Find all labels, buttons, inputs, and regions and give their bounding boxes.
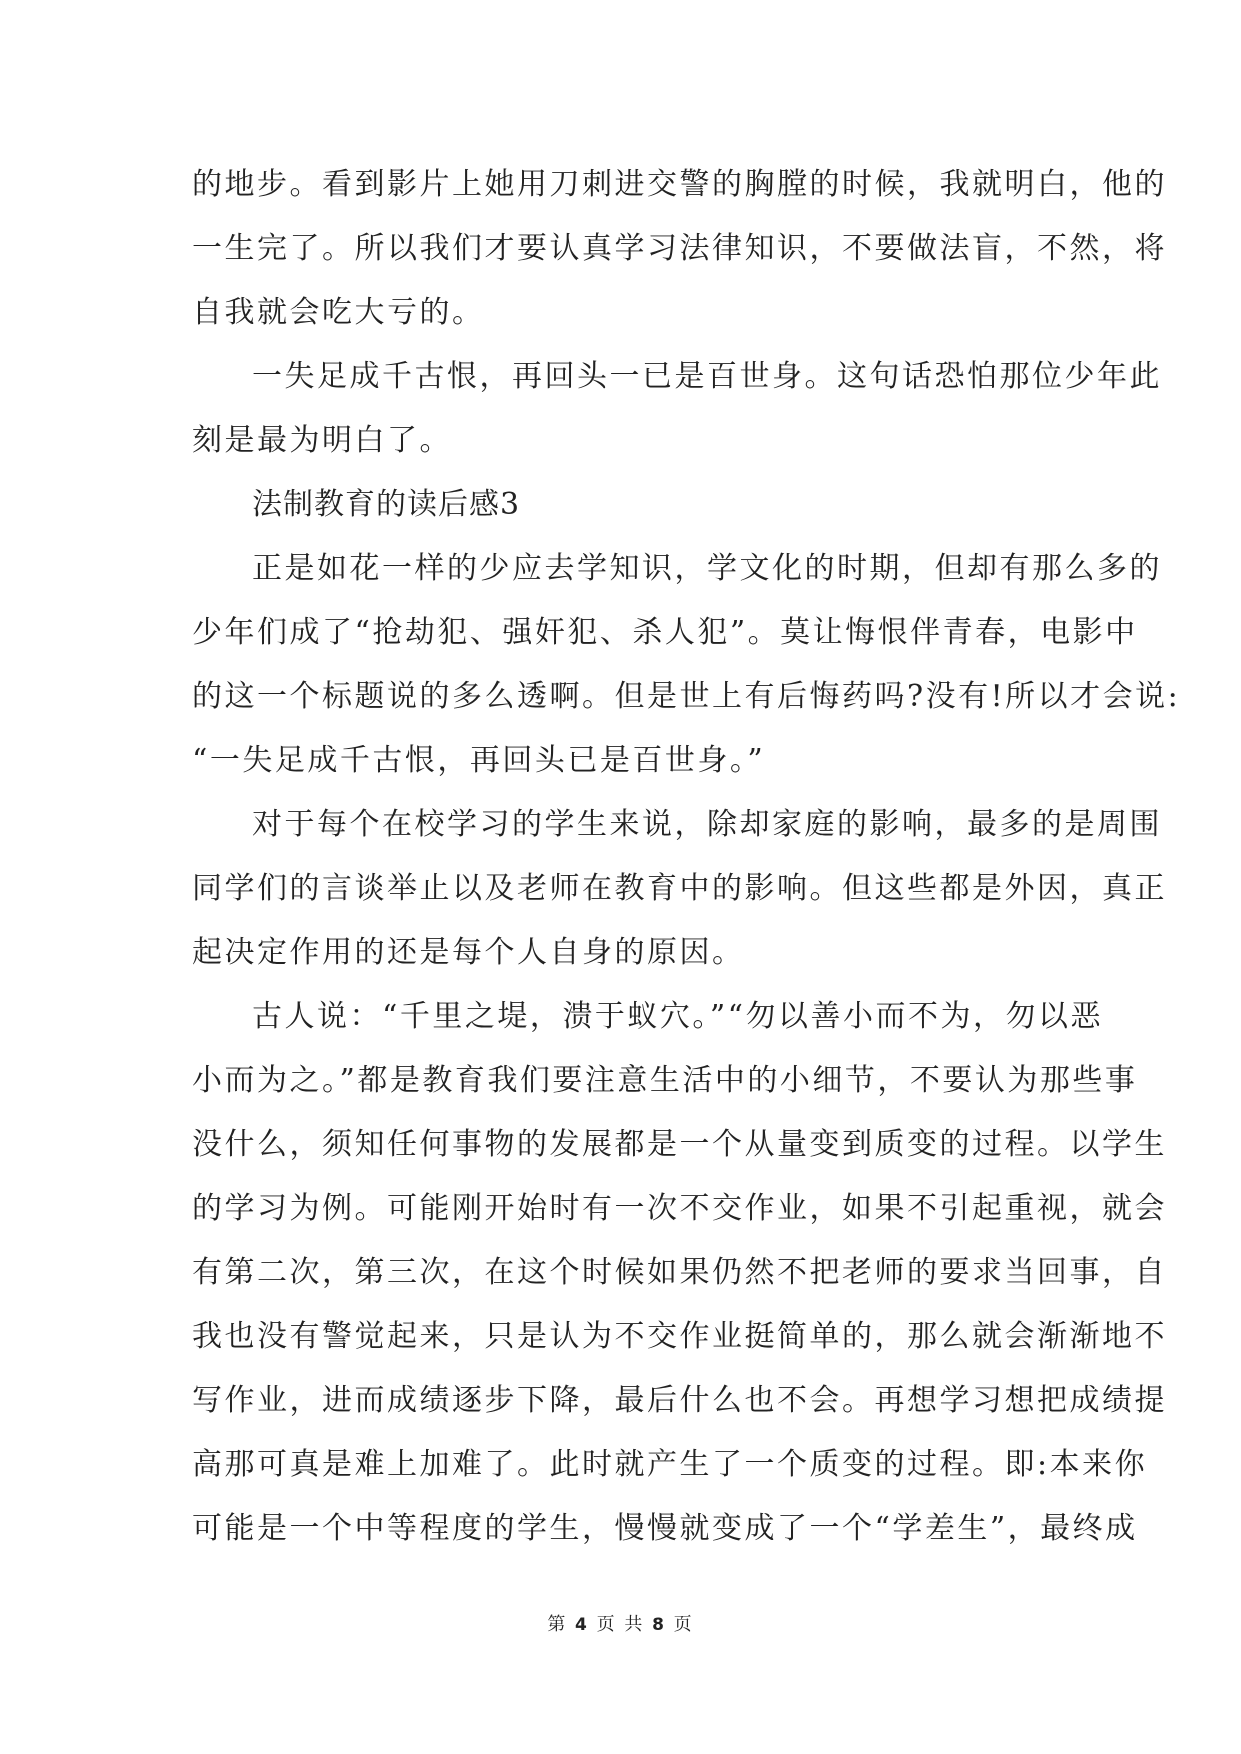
text-line: 写作业，进而成绩逐步下降，最后什么也不会。再想学习想把成绩提 — [192, 1383, 1167, 1418]
text-line: 对于每个在校学习的学生来说，除却家庭的影响，最多的是周围 — [252, 807, 1162, 842]
text-line: 的地步。看到影片上她用刀刺进交警的胸膛的时候，我就明白，他的 — [192, 167, 1167, 202]
page-footer — [0, 1613, 1241, 1637]
footer-prefix: 第 — [547, 1614, 568, 1635]
text-line: 的学习为例。可能刚开始时有一次不交作业，如果不引起重视，就会 — [192, 1191, 1167, 1226]
text-line: 自我就会吃大亏的。 — [192, 295, 485, 330]
text-line: 可能是一个中等程度的学生，慢慢就变成了一个“学差生”，最终成 — [192, 1511, 1138, 1546]
text-line: 有第二次，第三次，在这个时候如果仍然不把老师的要求当回事，自 — [192, 1255, 1167, 1290]
text-line: 正是如花一样的少应去学知识，学文化的时期，但却有那么多的 — [252, 551, 1162, 586]
text-line: 古人说：“千里之堤，溃于蚁穴。”“勿以善小而不为，勿以恶 — [252, 999, 1104, 1034]
text-line: 刻是最为明白了。 — [192, 423, 452, 458]
text-line: 一生完了。所以我们才要认真学习法律知识，不要做法盲，不然，将 — [192, 231, 1167, 266]
text-line: 没什么，须知任何事物的发展都是一个从量变到质变的过程。以学生 — [192, 1127, 1167, 1162]
current-page-number: 4 — [575, 1615, 589, 1635]
text-line: 起决定作用的还是每个人自身的原因。 — [192, 935, 745, 970]
footer-middle: 页 共 — [596, 1614, 645, 1635]
text-line: 同学们的言谈举止以及老师在教育中的影响。但这些都是外因，真正 — [192, 871, 1167, 906]
text-line: 一失足成千古恨，再回头一已是百世身。这句话恐怕那位少年此 — [252, 359, 1162, 394]
total-pages-number: 8 — [652, 1615, 666, 1635]
text-line: 少年们成了“抢劫犯、强奸犯、杀人犯”。莫让悔恨伴青春，电影中 — [192, 615, 1138, 650]
footer-suffix: 页 — [673, 1614, 694, 1635]
text-line: 高那可真是难上加难了。此时就产生了一个质变的过程。即:本来你 — [192, 1447, 1148, 1482]
text-line: “一失足成千古恨，再回头已是百世身。” — [192, 743, 766, 778]
text-line: 我也没有警觉起来，只是认为不交作业挺简单的，那么就会渐渐地不 — [192, 1319, 1167, 1354]
text-line: 的这一个标题说的多么透啊。但是世上有后悔药吗?没有!所以才会说: — [192, 679, 1181, 714]
text-line: 小而为之。”都是教育我们要注意生活中的小细节，不要认为那些事 — [192, 1063, 1138, 1098]
section-heading: 法制教育的读后感3 — [252, 487, 521, 522]
